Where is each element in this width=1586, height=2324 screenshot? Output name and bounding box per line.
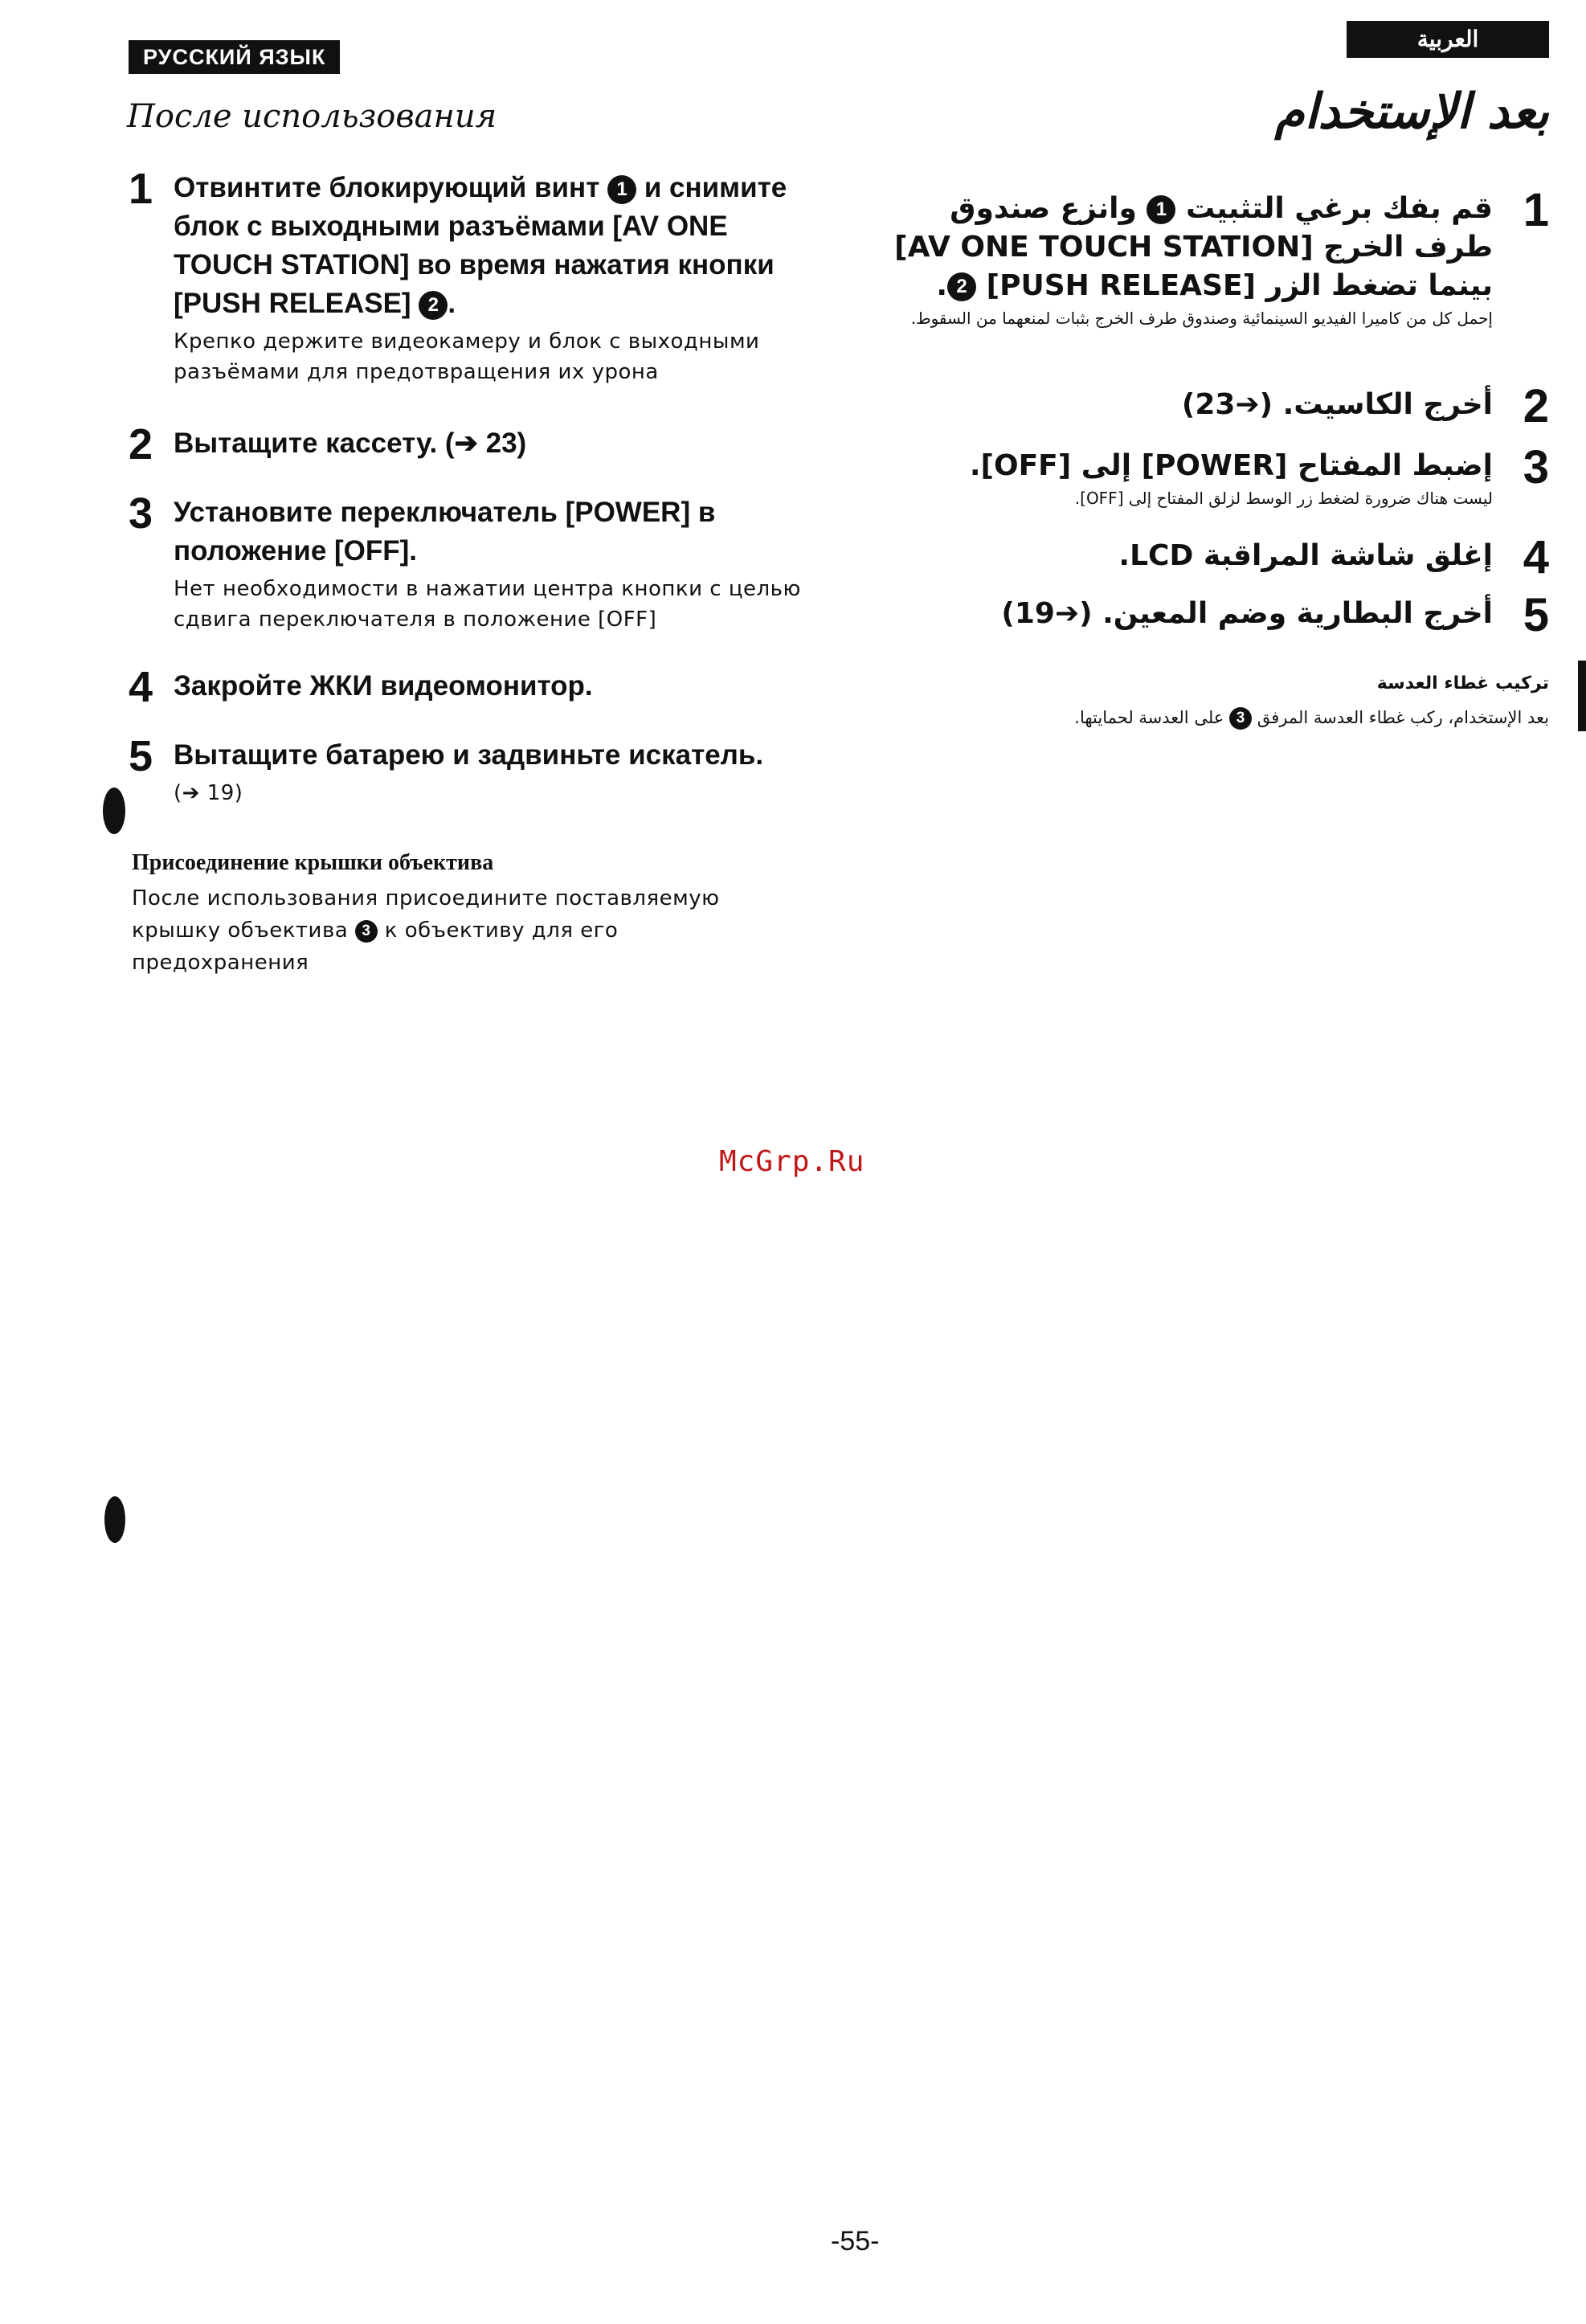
step-instruction: Вытащите кассету. (➔ 23) — [174, 428, 527, 459]
marker-1-icon: 1 — [1147, 195, 1175, 224]
arabic-step-2 — [890, 380, 1549, 432]
russian-section-title: После использования — [127, 98, 497, 135]
step-note: (➔ 19) — [174, 781, 243, 805]
step-number: 2 — [1523, 380, 1549, 432]
arabic-step-1 — [890, 184, 1549, 331]
russian-lens-cap-text: После использования присоедините поставляемую крышку объектива 3 к объективу для его предохранения — [132, 886, 720, 975]
russian-step-1 — [129, 165, 803, 387]
russian-step-3 — [129, 489, 803, 635]
step-note: ليست هناك ضرورة لضغط زر الوسط لزلق المفتاح إلى [OFF]. — [1074, 489, 1493, 508]
step-instruction: Закройте ЖКИ видеомонитор. — [174, 670, 593, 702]
russian-step-4 — [129, 663, 803, 711]
step-note: Крепко держите видеокамеру и блок с выходными разъёмами для предотвращения их урона — [174, 329, 760, 384]
arabic-step-5 — [890, 589, 1549, 641]
step-number: 4 — [1523, 531, 1549, 583]
step-instruction: قم بفك برغي التثبيت 1 وانزع صندوق طرف الخرج [AV ONE TOUCH STATION] بينما تضغط الزر [PUSH RELEASE] 2. — [894, 192, 1493, 302]
step-number: 4 — [129, 663, 153, 711]
scan-blot-mark — [104, 1496, 125, 1543]
arabic-lens-cap-heading: تركيب غطاء العدسة — [1376, 673, 1549, 694]
marker-2-icon: 2 — [947, 272, 976, 301]
step-number: 5 — [129, 732, 153, 780]
step-instruction: Отвинтите блокирующий винт 1 и снимите блок с выходными разъёмами [AV ONE TOUCH STATION] во время нажатия кнопки [PUSH RELEASE] 2 . — [174, 172, 787, 319]
marker-3-icon: 3 — [355, 920, 378, 943]
arabic-step-4 — [890, 531, 1549, 583]
step-number: 2 — [129, 420, 153, 468]
step-number: 1 — [129, 165, 153, 213]
step-number: 3 — [1523, 441, 1549, 493]
step-number: 5 — [1523, 589, 1549, 641]
step-number: 1 — [1523, 184, 1549, 236]
page-edge-marker — [1578, 661, 1586, 731]
step-instruction: إغلق شاشة المراقبة LCD. — [1118, 539, 1493, 572]
step-instruction: أخرج البطارية وضم المعين. (➔19) — [1001, 597, 1493, 630]
russian-step-5 — [129, 732, 803, 808]
arabic-section-title: بعد الإستخدام — [1274, 84, 1549, 140]
step-instruction: Установите переключатель [POWER] в положение [OFF]. — [174, 497, 716, 567]
step-note: Нет необходимости в нажатии центра кнопки с целью сдвига переключателя в положение [OFF] — [174, 577, 801, 632]
step-instruction: أخرج الكاسيت. (➔23) — [1181, 388, 1493, 421]
step-instruction: Вытащите батарею и задвиньте искатель. — [174, 739, 764, 771]
step-instruction: إضبط المفتاح [POWER] إلى [OFF]. — [969, 449, 1493, 482]
russian-lens-cap-heading: Присоединение крышки объектива — [132, 850, 494, 875]
arabic-step-3 — [890, 441, 1549, 511]
arabic-lens-cap-text: بعد الإستخدام، ركب غطاء العدسة المرفق 3 على العدسة لحمايتها. — [1074, 707, 1549, 730]
step-number: 3 — [129, 489, 153, 538]
arabic-language-badge: العربية — [1347, 21, 1549, 58]
marker-3-icon: 3 — [1229, 707, 1252, 730]
step-note: إحمل كل من كاميرا الفيديو السينمائية وصندوق طرف الخرج بثبات لمنعهما من السقوط. — [910, 309, 1493, 328]
russian-step-2 — [129, 420, 803, 468]
watermark: McGrp.Ru — [719, 1145, 865, 1178]
scan-blot-mark — [103, 788, 125, 834]
marker-2-icon: 2 — [419, 291, 448, 320]
russian-language-badge: РУССКИЙ ЯЗЫК — [129, 40, 340, 74]
page-number: -55- — [831, 2226, 880, 2256]
marker-1-icon: 1 — [607, 175, 636, 204]
